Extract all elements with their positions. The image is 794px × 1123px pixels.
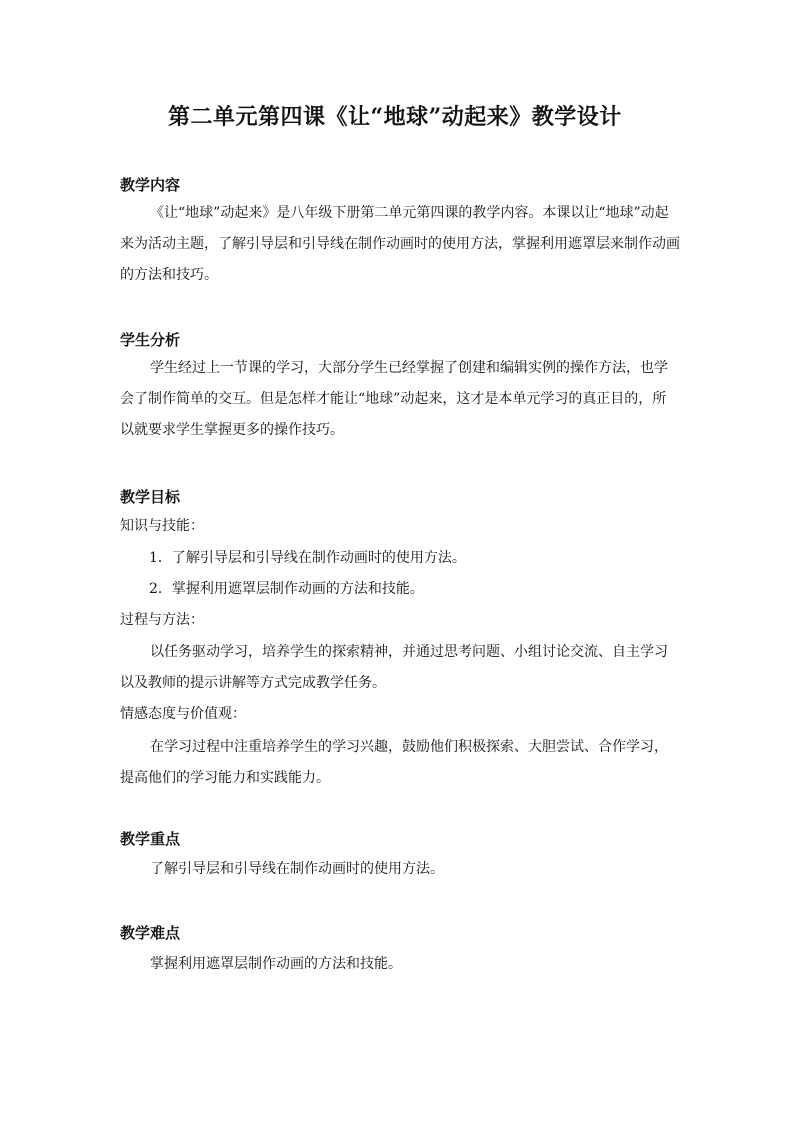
emotion-values-label: 情感态度与价值观： bbox=[120, 706, 246, 722]
knowledge-item-1: 1．了解引导层和引导线在制作动画时的使用方法。 bbox=[149, 550, 466, 566]
process-paragraph: 以任务驱动学习，培养学生的探索精神，并通过思考问题、小组讨论交流、自主学习以及教师的提示讲解等方式完成教学任务。 bbox=[120, 644, 668, 691]
section-heading-key-point: 教学重点 bbox=[120, 830, 181, 848]
section-heading-content: 教学内容 bbox=[120, 176, 181, 194]
knowledge-skills-label: 知识与技能： bbox=[120, 518, 204, 534]
content-paragraph: 《让“地球”动起来》是八年级下册第二单元第四课的教学内容。本课以让“地球”动起来为活动主题，了解引导层和引导线在制作动画时的使用方法，掌握利用遮罩层来制作动画的方法和技巧。 bbox=[120, 205, 680, 283]
difficulty-text: 掌握利用遮罩层制作动画的方法和技能。 bbox=[150, 956, 402, 972]
process-methods-label: 过程与方法： bbox=[120, 612, 204, 628]
key-point-text: 了解引导层和引导线在制作动画时的使用方法。 bbox=[150, 861, 444, 877]
section-heading-difficulty: 教学难点 bbox=[120, 924, 181, 942]
knowledge-item-2: 2．掌握利用遮罩层制作动画的方法和技能。 bbox=[149, 581, 424, 597]
section-heading-analysis: 学生分析 bbox=[120, 331, 181, 349]
analysis-paragraph: 学生经过上一节课的学习，大部分学生已经掌握了创建和编辑实例的操作方法，也学会了制作简单的交互。但是怎样才能让“地球”动起来，这才是本单元学习的真正目的，所以就要求学生掌握更多的操作技巧。 bbox=[120, 360, 668, 438]
emotion-paragraph: 在学习过程中注重培养学生的学习兴趣，鼓励他们积极探索、大胆尝试、合作学习，提高他们的学习能力和实践能力。 bbox=[120, 739, 668, 786]
document-title: 第二单元第四课《让“地球”动起来》教学设计 bbox=[168, 104, 622, 130]
section-heading-goals: 教学目标 bbox=[120, 488, 181, 506]
